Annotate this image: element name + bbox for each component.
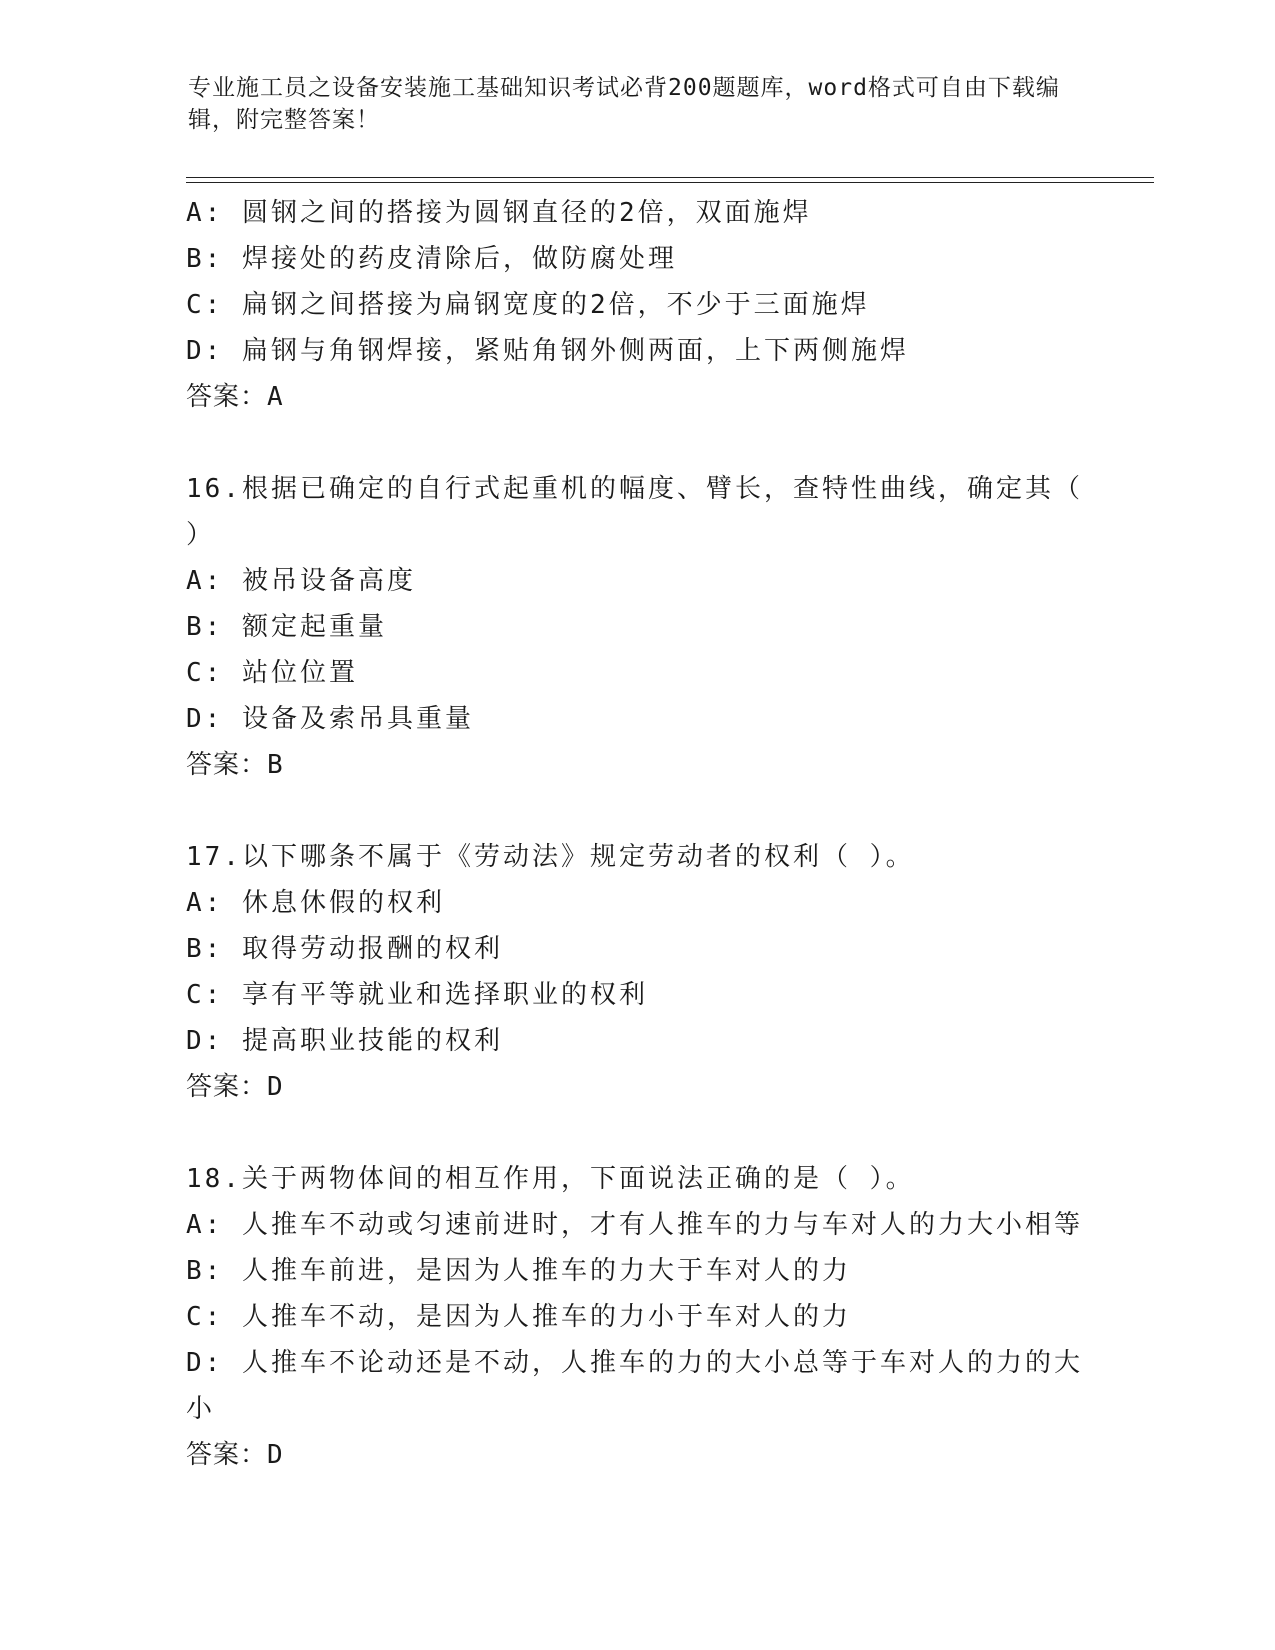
answer-value: D <box>267 1440 284 1470</box>
option-d: D: 人推车不论动还是不动，人推车的力的大小总等于车对人的力的大 <box>186 1348 1083 1378</box>
option-a: A: 圆钢之间的搭接为圆钢直径的2倍，双面施焊 <box>186 198 812 228</box>
question-list <box>186 190 1086 1478</box>
option-d: D: 提高职业技能的权利 <box>186 1026 503 1056</box>
option-d: D: 设备及索吊具重量 <box>186 704 474 734</box>
spacer <box>186 420 1086 466</box>
page-header: 专业施工员之设备安装施工基础知识考试必背200题题库，word格式可自由下载编辑，附完整答案！ <box>188 75 1060 133</box>
option-d-continued: 小 <box>186 1394 216 1424</box>
answer-value: B <box>267 750 284 780</box>
answer-line <box>186 1064 1086 1110</box>
answer-label: 答案： <box>186 1440 268 1470</box>
answer-label: 答案： <box>186 750 268 780</box>
answer-line <box>186 742 1086 788</box>
answer-label: 答案： <box>186 382 268 412</box>
option-b: B: 额定起重量 <box>186 612 387 642</box>
option-d: D: 扁钢与角钢焊接，紧贴角钢外侧两面，上下两侧施焊 <box>186 336 909 366</box>
option-c: C: 站位位置 <box>186 658 358 688</box>
option-c: C: 享有平等就业和选择职业的权利 <box>186 980 648 1010</box>
answer-line <box>186 1432 1086 1478</box>
question-15 <box>186 190 1086 420</box>
answer-value: A <box>267 382 284 412</box>
answer-line <box>186 374 1086 420</box>
option-b: B: 焊接处的药皮清除后，做防腐处理 <box>186 244 677 274</box>
option-c: C: 人推车不动，是因为人推车的力小于车对人的力 <box>186 1302 851 1332</box>
question-stem: 17.以下哪条不属于《劳动法》规定劳动者的权利（ ）。 <box>186 842 915 872</box>
answer-value: D <box>267 1072 284 1102</box>
option-b: B: 人推车前进，是因为人推车的力大于车对人的力 <box>186 1256 851 1286</box>
question-stem: 18.关于两物体间的相互作用，下面说法正确的是（ ）。 <box>186 1164 915 1194</box>
option-a: A: 被吊设备高度 <box>186 566 416 596</box>
option-b: B: 取得劳动报酬的权利 <box>186 934 503 964</box>
option-a: A: 人推车不动或匀速前进时，才有人推车的力与车对人的力大小相等 <box>186 1210 1083 1240</box>
option-c: C: 扁钢之间搭接为扁钢宽度的2倍，不少于三面施焊 <box>186 290 870 320</box>
question-stem: 16.根据已确定的自行式起重机的幅度、臂长，查特性曲线，确定其（ <box>186 474 1083 504</box>
question-stem-continued: ） <box>186 520 216 550</box>
spacer <box>186 788 1086 834</box>
answer-label: 答案： <box>186 1072 268 1102</box>
question-17 <box>186 834 1086 1110</box>
header-rule-top <box>186 177 1154 178</box>
header-rule-bottom <box>186 182 1154 183</box>
question-16 <box>186 466 1086 788</box>
option-a: A: 休息休假的权利 <box>186 888 445 918</box>
spacer <box>186 1110 1086 1156</box>
question-18 <box>186 1156 1086 1478</box>
